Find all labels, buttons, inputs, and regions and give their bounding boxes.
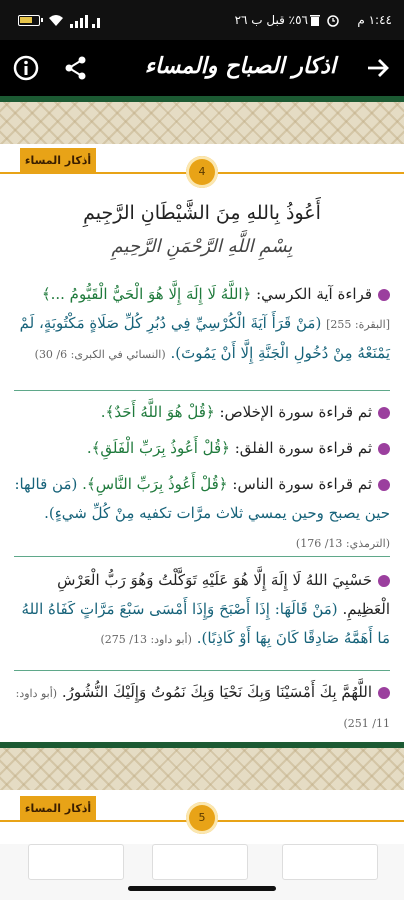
dhikr-text: حَسْبِيَ اللهُ لَا إِلَهَ إِلَّا هُوَ عَلَيْهِ تَوَكَّلْتُ وَهُوَ رَبُّ الْعَرْشِ الْعَظِيمِ. bbox=[57, 571, 390, 618]
info-icon[interactable] bbox=[12, 54, 40, 82]
status-bar bbox=[0, 0, 404, 40]
page-number-badge: 4 bbox=[186, 156, 218, 188]
bullet-icon bbox=[378, 687, 390, 699]
section-tag: أذكار المساء bbox=[20, 796, 96, 822]
bullet-icon bbox=[378, 575, 390, 587]
item-intro: ثم قراءة سورة الفلق: bbox=[234, 439, 372, 457]
hadith-reference: (أبو داود: 13/ 275) bbox=[100, 633, 192, 646]
dhikr-item-allahumma-bika bbox=[14, 678, 390, 738]
app-title: اذكار الصباح والمساء bbox=[144, 53, 336, 79]
hadith-text: (مَنْ قَرَأَ آيَةَ الْكُرْسِيِّ فِي دُبُرِ كُلِّ صَلَاةٍ مَكْتُوبَةٍ، لَمْ يَمْنَعْهُ مِنْ دُخُولِ الْجَنَّةِ إِلَّا أَنْ يَمُوتَ). bbox=[19, 314, 390, 362]
app-bar bbox=[0, 40, 404, 96]
bullet-icon bbox=[378, 407, 390, 419]
status-text: ٥٦٪ قبل ب ٢٦ bbox=[234, 13, 308, 27]
dhikr-item-hasbiyallah bbox=[14, 566, 390, 654]
item-intro: ثم قراءة سورة الإخلاص: bbox=[219, 403, 372, 421]
nav-button[interactable] bbox=[282, 844, 378, 880]
wifi-icon bbox=[48, 12, 64, 28]
signal-icon bbox=[70, 14, 102, 28]
nav-button[interactable] bbox=[28, 844, 124, 880]
ornament-band-top bbox=[0, 96, 404, 150]
status-time: ١:٤٤ م bbox=[357, 13, 392, 27]
adhkar-page[interactable] bbox=[0, 144, 404, 742]
item-intro: قراءة آية الكرسي: bbox=[256, 285, 372, 303]
hadith-reference: (الترمذي: 13/ 176) bbox=[295, 537, 390, 550]
hadith-text: (مَن قالها: حين يصبح وحين يمسي ثلاث مرَّات تكفيه مِنْ كُلِّ شيءٍ). bbox=[14, 475, 390, 522]
alarm-icon bbox=[326, 13, 340, 27]
divider bbox=[14, 556, 390, 557]
istiadha: أَعُوذُ بِاللهِ مِنَ الشَّيْطَانِ الرَّجِيمِ bbox=[83, 202, 321, 224]
divider bbox=[14, 670, 390, 671]
quran-quote: ﴿قُلْ أَعُوذُ بِرَبِّ النَّاسِ﴾. bbox=[82, 475, 228, 493]
hadith-text: (مَنْ قَالَهَا: إِذَا أَصْبَحَ وَإِذَا أَمْسَى سَبْعَ مَرَّاتٍ كَفَاهُ اللهُ مَا أَهَمَّهُ صَادِقًا كَانَ بِهَا أَوْ كَاذِبًا). bbox=[21, 600, 390, 647]
next-page-preview[interactable] bbox=[0, 790, 404, 852]
quran-quote: ﴿قُلْ أَعُوذُ بِرَبِّ الْفَلَقِ﴾. bbox=[86, 439, 230, 457]
dhikr-text: اللَّهُمَّ بِكَ أَمْسَيْنَا وَبِكَ نَحْيَا وَبِكَ نَمُوتُ وَإِلَيْكَ النُّشُورُ. bbox=[61, 683, 372, 701]
hadith-reference: (النسائي في الكبرى: 6/ 30) bbox=[34, 348, 166, 361]
dhikr-item-nas bbox=[14, 470, 390, 558]
battery-icon bbox=[18, 15, 40, 26]
dhikr-item-ayat-al-kursi bbox=[14, 280, 390, 369]
basmala-calligraphy: بِسْمِ اللَّهِ الرَّحْمَنِ الرَّحِيمِ bbox=[111, 236, 293, 257]
quran-reference: [البقرة: 255] bbox=[326, 318, 390, 331]
nav-button[interactable] bbox=[152, 844, 248, 880]
hadith-reference: (أبو داود: 11/ 251) bbox=[15, 687, 390, 730]
page-number-badge: 5 bbox=[186, 802, 218, 834]
dhikr-item-falaq bbox=[14, 434, 390, 463]
ornament-band-bottom bbox=[0, 742, 404, 796]
back-arrow-icon[interactable] bbox=[364, 54, 392, 82]
bullet-icon bbox=[378, 443, 390, 455]
home-indicator[interactable] bbox=[128, 886, 276, 891]
divider bbox=[14, 390, 390, 391]
share-icon[interactable] bbox=[62, 54, 90, 82]
trash-icon bbox=[308, 13, 322, 27]
dhikr-item-ikhlas bbox=[14, 398, 390, 427]
quran-quote: ﴿قُلْ هُوَ اللَّهُ أَحَدٌ﴾. bbox=[100, 403, 215, 421]
bottom-button-strip bbox=[0, 844, 404, 900]
bullet-icon bbox=[378, 289, 390, 301]
section-tag: أذكار المساء bbox=[20, 148, 96, 174]
item-intro: ثم قراءة سورة الناس: bbox=[232, 475, 372, 493]
quran-quote: ﴿اللَّهُ لَا إِلَهَ إِلَّا هُوَ الْحَيُّ الْقَيُّومُ ...﴾ bbox=[41, 285, 252, 303]
bullet-icon bbox=[378, 479, 390, 491]
